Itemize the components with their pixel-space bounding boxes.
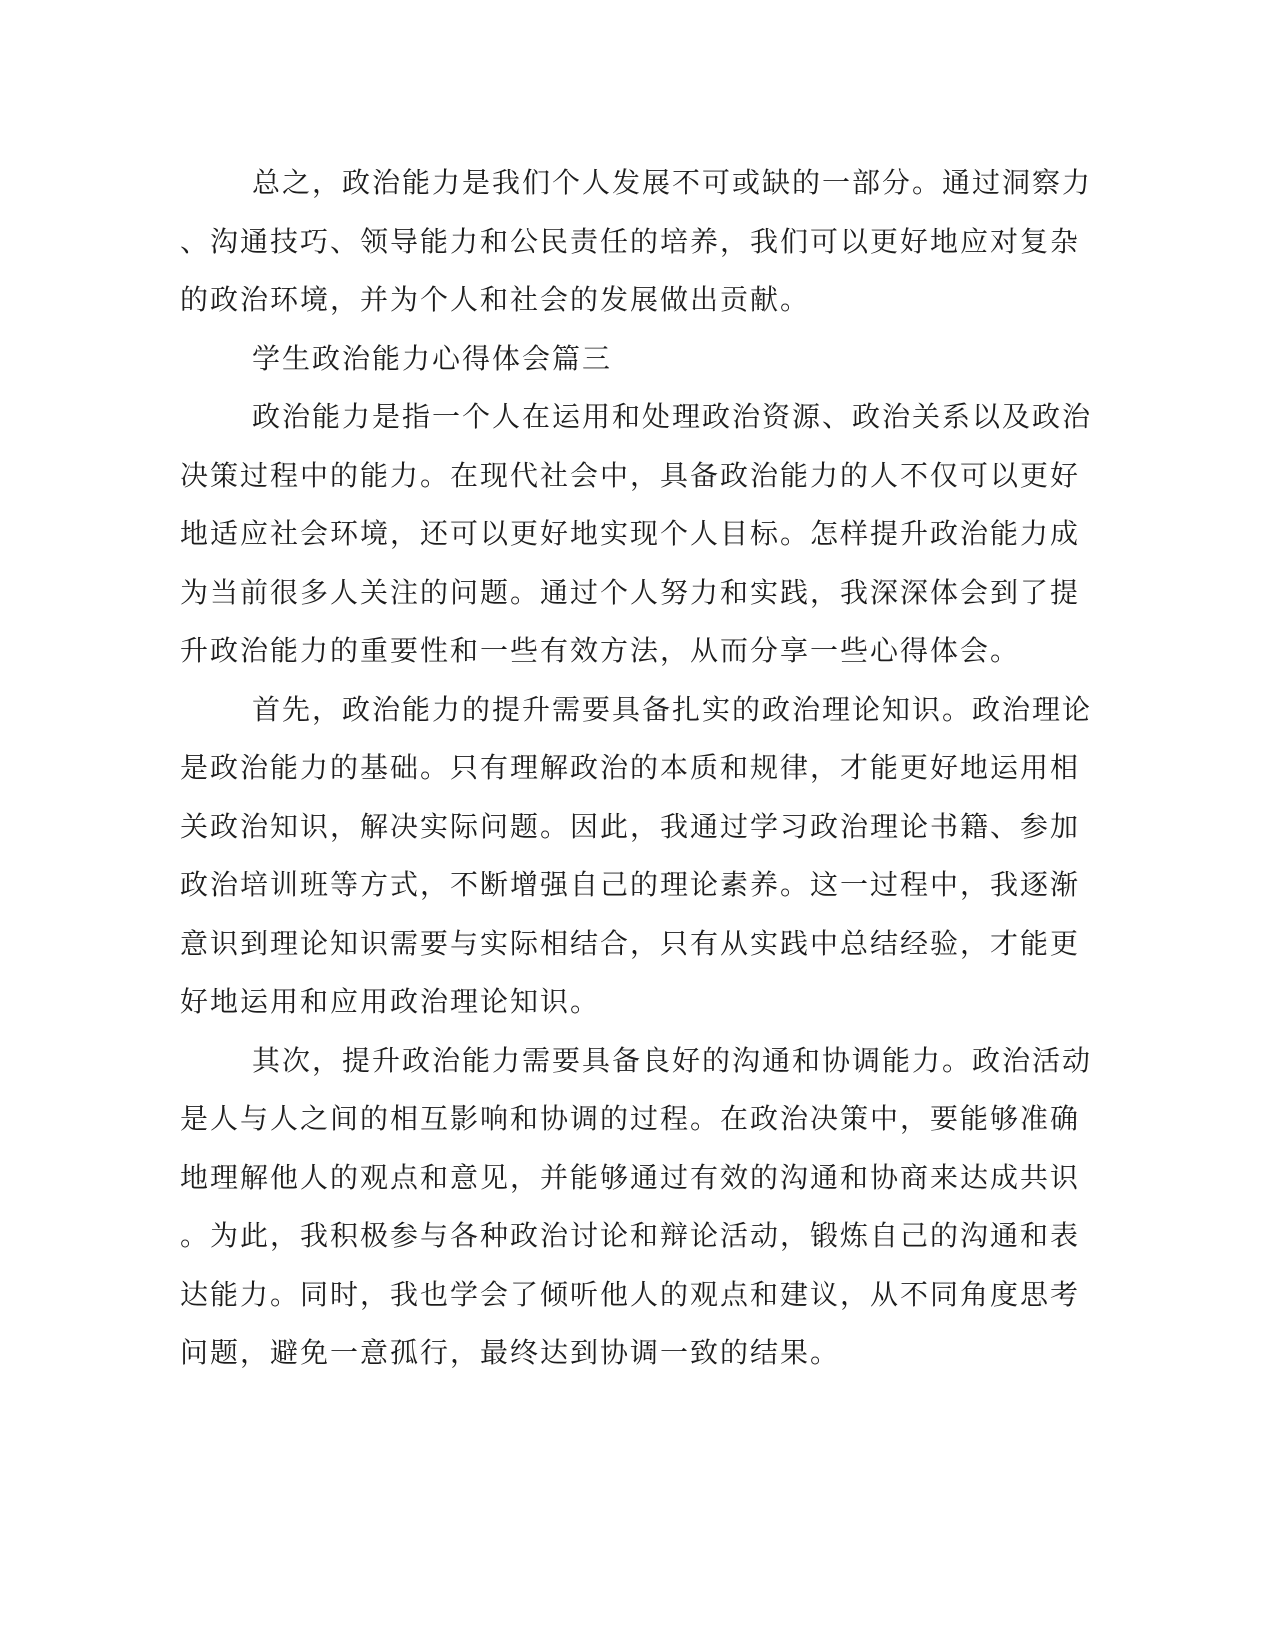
text-line: 是政治能力的基础。只有理解政治的本质和规律，才能更好地运用相 <box>180 751 1081 784</box>
text-line: 意识到理论知识需要与实际相结合，只有从实践中总结经验，才能更 <box>180 927 1081 960</box>
text-line: 是人与人之间的相互影响和协调的过程。在政治决策中，要能够准确 <box>180 1102 1081 1135</box>
text-line: 其次，提升政治能力需要具备良好的沟通和协调能力。政治活动 <box>252 1044 1093 1077</box>
text-line: 、沟通技巧、领导能力和公民责任的培养，我们可以更好地应对复杂 <box>180 225 1081 258</box>
text-line: 为当前很多人关注的问题。通过个人努力和实践，我深深体会到了提 <box>180 576 1081 609</box>
text-line: 决策过程中的能力。在现代社会中，具备政治能力的人不仅可以更好 <box>180 459 1081 492</box>
text-line: 政治能力是指一个人在运用和处理政治资源、政治关系以及政治 <box>252 400 1093 433</box>
text-line: 问题，避免一意孤行，最终达到协调一致的结果。 <box>180 1336 841 1369</box>
section-heading: 学生政治能力心得体会篇三 <box>252 342 613 375</box>
text-line: 达能力。同时，我也学会了倾听他人的观点和建议，从不同角度思考 <box>180 1278 1081 1311</box>
text-line: 地理解他人的观点和意见，并能够通过有效的沟通和协商来达成共识 <box>180 1161 1081 1194</box>
text-line: 好地运用和应用政治理论知识。 <box>180 985 601 1018</box>
text-line: 总之，政治能力是我们个人发展不可或缺的一部分。通过洞察力 <box>252 166 1093 199</box>
text-line: 关政治知识，解决实际问题。因此，我通过学习政治理论书籍、参加 <box>180 810 1081 843</box>
text-line: 政治培训班等方式，不断增强自己的理论素养。这一过程中，我逐渐 <box>180 868 1081 901</box>
text-line: 升政治能力的重要性和一些有效方法，从而分享一些心得体会。 <box>180 634 1021 667</box>
text-line: 首先，政治能力的提升需要具备扎实的政治理论知识。政治理论 <box>252 693 1093 726</box>
text-line: 。为此，我积极参与各种政治讨论和辩论活动，锻炼自己的沟通和表 <box>180 1219 1081 1252</box>
text-line: 地适应社会环境，还可以更好地实现个人目标。怎样提升政治能力成 <box>180 517 1081 550</box>
text-line: 的政治环境，并为个人和社会的发展做出贡献。 <box>180 283 811 316</box>
